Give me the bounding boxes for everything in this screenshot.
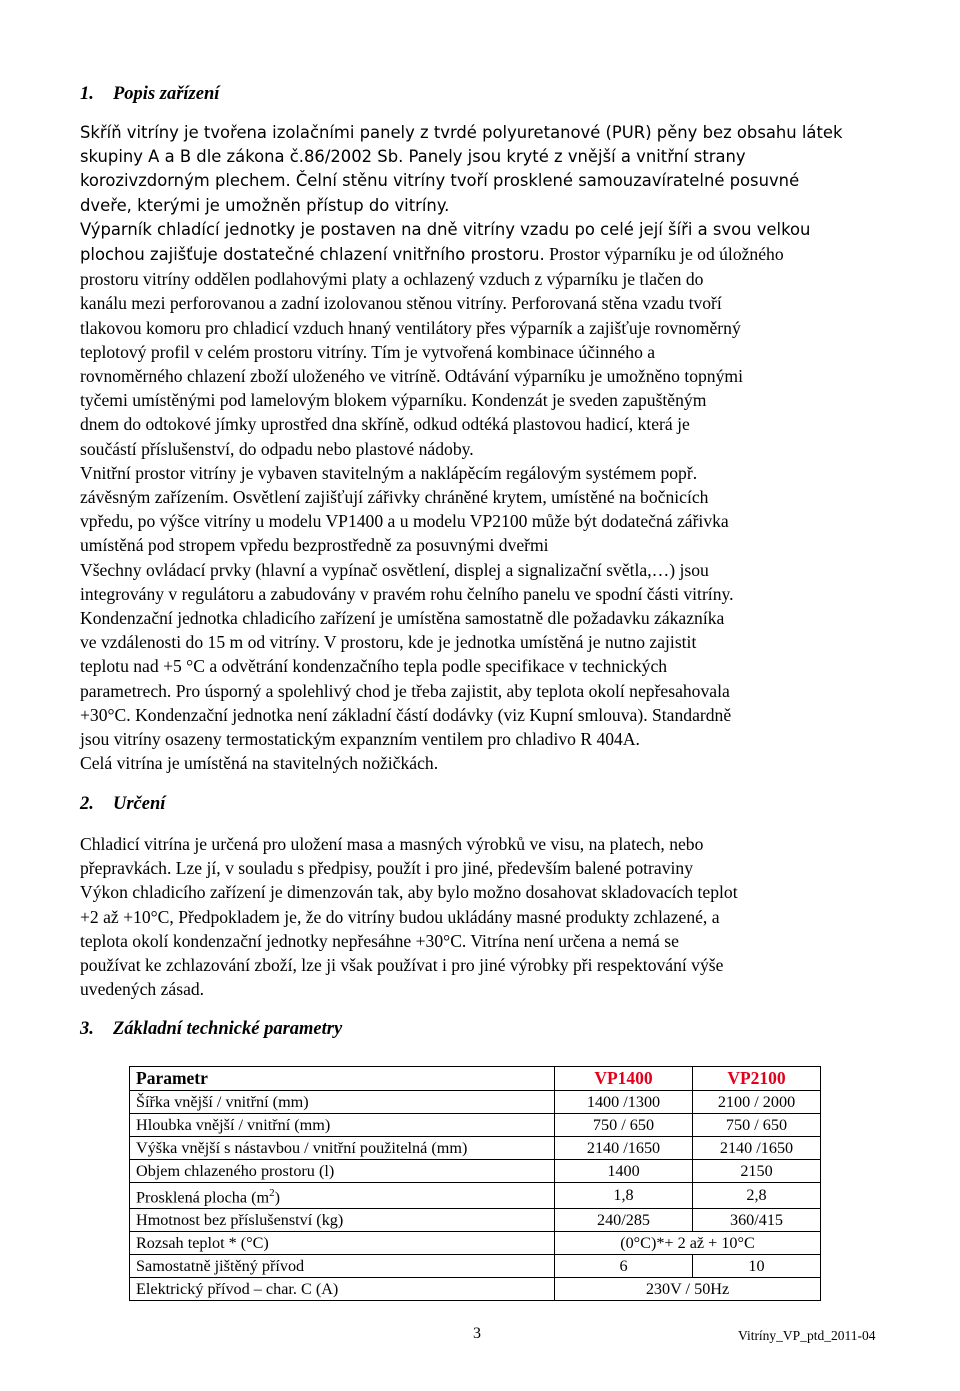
header-parameter: Parametr — [130, 1067, 555, 1091]
text-line: ve vzdálenosti do 15 m od vitríny. V prostoru, kde je jednotka umístěná je nutno zajistit — [80, 632, 697, 653]
text-line: tlakovou komoru pro chladicí vzduch hnaný ventilátory přes výparník a zajišťuje rovnoměrný — [80, 317, 741, 338]
row-label — [130, 1183, 555, 1209]
text-line: tyčemi umístěnými pod lamelovým blokem výparníku. Kondenzát je sveden zapuštěným — [80, 390, 707, 411]
text-line: teplotový profil v celém prostoru vitríny. Tím je vytvořená kombinace účinného a — [80, 341, 656, 362]
section-3-number: 3. — [80, 1019, 94, 1039]
cell-vp2100: 360/415 — [693, 1209, 821, 1232]
text-line: vpředu, po výšce vitríny u modelu VP1400 a u modelu VP2100 může být dodatečná zářivka — [80, 511, 729, 532]
text-line: Kondenzační jednotka chladicího zařízení je umístěna samostatně dle požadavku zákazníka — [80, 608, 725, 629]
cell-vp1400: 1400 — [555, 1160, 693, 1183]
section-2-heading — [80, 794, 165, 815]
text-line: Vnitřní prostor vitríny je vybaven stavitelným a naklápěcím regálovým systémem popř. — [80, 462, 698, 483]
text-line: dveře, kterými je umožněn přístup do vitríny. — [80, 195, 450, 215]
text-line: součástí příslušenství, do odpadu nebo plastové nádoby. — [80, 438, 474, 459]
section-3-heading — [80, 1019, 342, 1040]
cell-vp1400: 1400 /1300 — [555, 1091, 693, 1114]
text-line: umístěná pod stropem vpředu bezprostředně za posuvnými dveřmi — [80, 535, 549, 556]
cell-vp2100: 2150 — [693, 1160, 821, 1183]
header-vp1400: VP1400 — [555, 1067, 693, 1091]
table-row — [130, 1278, 821, 1301]
section-2-body — [80, 832, 880, 1001]
table-row — [130, 1114, 821, 1137]
row-label: Hloubka vnější / vnitřní (mm) — [130, 1114, 555, 1137]
section-3-title: Základní technické parametry — [113, 1019, 343, 1039]
header-vp2100: VP2100 — [693, 1067, 821, 1091]
text-line: Výkon chladicího zařízení je dimenzován tak, aby bylo možno dosahovat skladovacích teplot — [80, 882, 738, 903]
section-1-body — [80, 121, 880, 775]
text-line: používat ke zchlazování zboží, lze ji však používat i pro jiné výrobky při respektování výše — [80, 955, 724, 976]
text-line: teplotu nad +5 °C a odvětrání kondenzačního tepla podle specifikace v technických — [80, 656, 668, 677]
text-line: +2 až +10°C, Předpokladem je, že do vitríny budou ukládány masné produkty zchlazené, a — [80, 906, 720, 927]
page-number: 3 — [473, 1325, 481, 1342]
section-2-title: Určení — [113, 794, 166, 814]
text-line: Skříň vitríny je tvořena izolačními panely z tvrdé polyuretanové (PUR) pěny bez obsahu látek — [80, 123, 843, 142]
row-label: Šířka vnější / vnitřní (mm) — [130, 1091, 555, 1114]
text-line: závěsným zařízením. Osvětlení zajišťují zářivky chráněné krytem, umístěné na bočnicích — [80, 487, 709, 508]
table-row — [130, 1160, 821, 1183]
text-line: uvedených zásad. — [80, 979, 205, 1000]
text-line: plochou zajišťuje dostatečné chlazení vnitřního prostoru. — [80, 245, 545, 265]
table-row — [130, 1183, 821, 1209]
text-line: Výparník chladící jednotky je postaven na dně vitríny vzadu po celé její šíři a svou velkou — [80, 219, 811, 239]
cell-vp2100: 2140 /1650 — [693, 1137, 821, 1160]
cell-vp1400: 750 / 650 — [555, 1114, 693, 1137]
text-line: Všechny ovládací prvky (hlavní a vypínač osvětlení, displej a signalizační světla,…) jsou — [80, 559, 709, 580]
text-line: skupiny A a B dle zákona č.86/2002 Sb. Panely jsou kryté z vnější a vnitřní strany — [80, 147, 746, 167]
cell-vp1400: 2140 /1650 — [555, 1137, 693, 1160]
cell-vp1400: 240/285 — [555, 1209, 693, 1232]
text-line: jsou vitríny osazeny termostatickým expanzním ventilem pro chladivo R 404A. — [80, 729, 640, 750]
cell-vp2100: 10 — [693, 1255, 821, 1278]
row-label: Objem chlazeného prostoru (l) — [130, 1160, 555, 1183]
row-label-close: ) — [274, 1188, 280, 1207]
text-line: kanálu mezi perforovanou a zadní izolovanou stěnou vitríny. Perforovaná stěna vzadu tvoří — [80, 293, 722, 314]
text-line: Chladicí vitrína je určená pro uložení masa a masných výrobků ve visu, na platech, nebo — [80, 834, 704, 854]
document-id: Vitríny_VP_ptd_2011-04 — [738, 1328, 876, 1343]
text-line: přepravkách. Lze jí, v souladu s předpisy, použít i pro jiné, především balené potraviny — [80, 858, 693, 879]
row-label: Rozsah teplot * (°C) — [130, 1232, 555, 1255]
section-1-heading — [80, 84, 219, 105]
cell-merged: 230V / 50Hz — [555, 1278, 821, 1301]
text-line: teplota okolí kondenzační jednotky nepřesáhne +30°C. Vitrína není určena a nemá se — [80, 930, 679, 951]
row-label: Výška vnější s nástavbou / vnitřní použitelná (mm) — [130, 1137, 555, 1160]
text-line: dnem do odtokové jímky uprostřed dna skříně, odkud odtéká plastovou hadicí, která je — [80, 414, 690, 435]
text-line: Celá vitrína je umístěná na stavitelných nožičkách. — [80, 753, 439, 774]
parameters-table — [129, 1066, 821, 1301]
text-line: +30°C. Kondenzační jednotka není základní částí dodávky (viz Kupní smlouva). Standardně — [80, 704, 732, 725]
section-1-number: 1. — [80, 84, 94, 104]
table-row — [130, 1232, 821, 1255]
cell-vp2100: 750 / 650 — [693, 1114, 821, 1137]
text-line: korozivzdorným plechem. Čelní stěnu vitríny tvoří prosklené samouzavíratelné posuvné — [80, 171, 800, 191]
section-2-number: 2. — [80, 794, 94, 814]
table-row — [130, 1209, 821, 1232]
row-label-superscript: 2 — [269, 1187, 275, 1199]
cell-vp2100: 2100 / 2000 — [693, 1091, 821, 1114]
text-line: prostoru vitríny oddělen podlahovými platy a ochlazený vzduch z výparníku je tlačen do — [80, 269, 704, 290]
text-line: integrovány v regulátoru a zabudovány v pravém rohu čelního panelu ve spodní části vitríny. — [80, 583, 734, 604]
text-line-tail: Prostor výparníku je od úložného — [544, 244, 784, 265]
cell-vp1400: 6 — [555, 1255, 693, 1278]
row-label-text: Prosklená plocha (m — [136, 1188, 270, 1207]
table-row — [130, 1137, 821, 1160]
row-label: Hmotnost bez příslušenství (kg) — [130, 1209, 555, 1232]
text-line: rovnoměrného chlazení zboží uloženého ve vitríně. Odtávání výparníku je umožněno topnými — [80, 366, 743, 387]
row-label: Elektrický přívod – char. C (A) — [130, 1278, 555, 1301]
cell-vp2100: 2,8 — [693, 1183, 821, 1209]
cell-merged: (0°C)*+ 2 až + 10°C — [555, 1232, 821, 1255]
section-1-title: Popis zařízení — [113, 84, 220, 104]
text-line: parametrech. Pro úsporný a spolehlivý chod je třeba zajistit, aby teplota okolí nepřesahovala — [80, 680, 730, 701]
table-row — [130, 1255, 821, 1278]
row-label: Samostatně jištěný přívod — [130, 1255, 555, 1278]
table-row — [130, 1091, 821, 1114]
table-header-row — [130, 1067, 821, 1091]
cell-vp1400: 1,8 — [555, 1183, 693, 1209]
